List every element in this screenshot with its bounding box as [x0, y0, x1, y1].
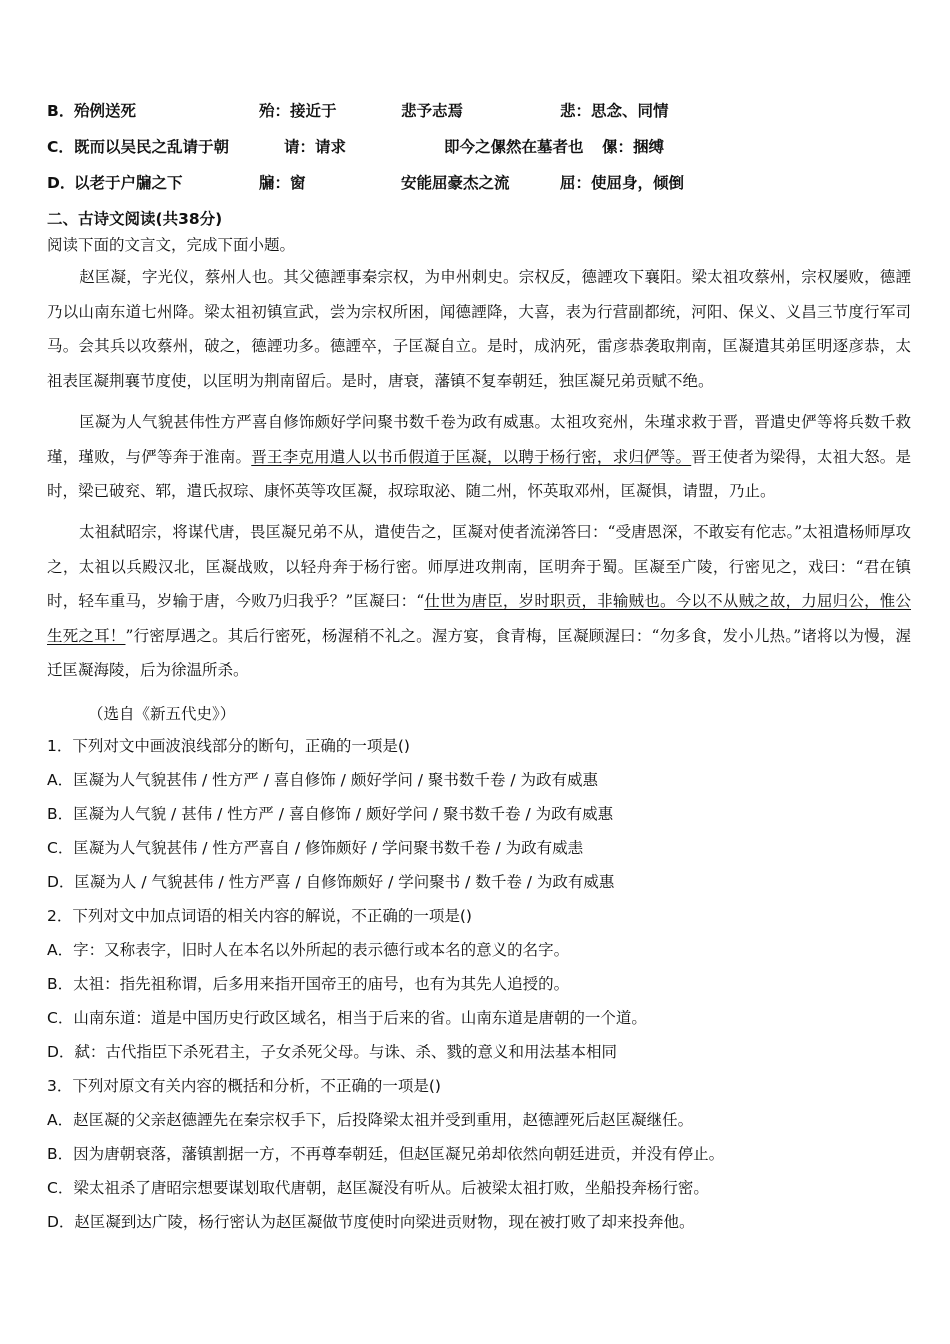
question-3-option-d: D．赵匡凝到达广陵，杨行密认为赵匡凝做节度使时向梁进贡财物，现在被打败了却来投奔他。: [47, 1213, 695, 1231]
question-3-option-a: A．赵匡凝的父亲赵德諲先在秦宗权手下，后投降梁太祖并受到重用，赵德諲死后赵匡凝继任。: [47, 1111, 694, 1129]
option-left-text: 既而以吴民之乱请于朝: [74, 138, 230, 156]
underlined-sentence: 晋王李克用遣人以书币假道于匡凝，以聘于杨行密，求归俨等。: [251, 447, 692, 466]
question-2-option-c: C．山南东道：道是中国历史行政区域名，相当于后来的省。山南东道是唐朝的一个道。: [47, 1009, 647, 1027]
question-1-option-c: C．匡凝为人气貌甚伟 / 性方严喜自 / 修饰颇好 / 学问聚书数千卷 / 为政有威恚: [47, 839, 584, 857]
option-left-text: 以老于户牖之下: [74, 174, 183, 192]
option-label: B．: [47, 102, 75, 120]
option-right-gloss: 屈：使屈身，倾倒: [560, 174, 685, 192]
passage-text: 。太祖攻兖州，朱瑾求救于晋，晋遣史俨等将兵数千救瑾，瑾败，与俨等奔于淮南。: [47, 413, 911, 466]
wavy-underlined-sentence: 匡凝为人气貌甚伟性方严喜自修饰颇好学问聚书数千卷为政有威惠: [79, 413, 535, 431]
option-right-text: 安能屈豪杰之流: [401, 174, 510, 192]
question-2-stem: 2．下列对文中加点词语的相关内容的解说，不正确的一项是(): [47, 907, 472, 925]
option-left-gloss: 请：请求: [284, 138, 347, 156]
option-right-gloss: 傫：捆缚: [602, 138, 665, 156]
question-2-option-a: A．字：又称表字，旧时人在本名以外所起的表示德行或本名的意义的名字。: [47, 941, 570, 959]
underlined-sentence: 仕世为唐臣，岁时职贡，非输贼也。今以不从贼之故，力屈归公，惟公生死之耳！: [47, 592, 911, 645]
passage-source: （选自《新五代史》）: [88, 705, 236, 723]
section-title: 二、古诗文阅读(共38分): [47, 210, 223, 228]
question-1-option-d: D．匡凝为人 / 气貌甚伟 / 性方严喜 / 自修饰颇好 / 学问聚书 / 数千卷 / 为政有威惠: [47, 873, 615, 891]
option-row-b: [47, 98, 907, 124]
question-1-option-b: B．匡凝为人气貌 / 甚伟 / 性方严 / 喜自修饰 / 颇好学问 / 聚书数千卷 / 为政有威惠: [47, 805, 614, 823]
passage-text: ”行密厚遇之。其后行密死，杨渥稍不礼之。渥方宴，食青梅，匡凝顾渥曰：“勿多食，发小儿热。”诸将以为慢，渥迁匡凝海陵，后为徐温所杀。: [47, 626, 911, 680]
option-label: C．: [47, 138, 74, 156]
option-right-text: 即今之傫然在墓者也: [444, 138, 584, 156]
question-2-option-b: B．太祖：指先祖称谓，后多用来指开国帝王的庙号，也有为其先人追授的。: [47, 975, 570, 993]
option-right-gloss: 悲：思念、同情: [560, 102, 669, 120]
option-row-c: [47, 134, 907, 160]
section-instruction: 阅读下面的文言文，完成下面小题。: [47, 236, 296, 254]
passage-paragraph-2: [47, 405, 911, 509]
passage-text: 赵匡凝，字光仪，蔡州人也。其父德諲事秦宗权，为申州刺史。宗权反，德諲攻下襄阳。梁太祖攻蔡州，宗权屡败，德諲乃以山南东道七州降。梁太祖初镇宣武，尝为宗权所困，闻德諲降，大喜，表为行营副都统，河阳、保义、义昌三节度行军司马。会其兵以攻蔡州，破之，德諲功多。德諲卒，子匡凝自立。是时，成汭死，雷彦恭袭取荆南，匡凝遣其弟匡明逐彦恭，太祖表匡凝荆襄节度使，以匡明为荆南留后。是时，唐衰，藩镇不复奉朝廷，独匡凝兄弟贡赋不绝。: [47, 268, 911, 390]
question-1-option-a: A．匡凝为人气貌甚伟 / 性方严 / 喜自修饰 / 颇好学问 / 聚书数千卷 / 为政有威惠: [47, 771, 598, 789]
question-2-option-d: D．弑：古代指臣下杀死君主，子女杀死父母。与诛、杀、戮的意义和用法基本相同: [47, 1043, 617, 1061]
option-left-gloss: 牖：窗: [259, 174, 306, 192]
passage-text: 太祖弑昭宗，将谋代唐，畏匡凝兄弟不从，遣使告之，匡凝对使者流涕答曰：“受唐恩深，不敢妄有佗志。”太祖遣杨师厚攻之，太祖以兵殿汉北，匡凝战败，以轻舟奔于杨行密。师厚进攻荆南，匡明奔于蜀。匡凝至广陵，行密见之，戏曰：“君在镇时，轻车重马，岁输于唐，今败乃归我乎？”匡凝曰：“: [47, 523, 911, 611]
option-label: D．: [47, 174, 76, 192]
option-right-text: 悲予志焉: [401, 102, 464, 120]
option-left-text: 殆例送死: [74, 102, 137, 120]
passage-text: 晋王使者为梁得，太祖大怒。是时，梁已破兖、郓，遣氏叔琮、康怀英等攻匡凝，叔琮取泌、随二州，怀英取邓州，匡凝惧，请盟，乃止。: [47, 447, 911, 501]
question-1-stem: 1．下列对文中画波浪线部分的断句，正确的一项是(): [47, 737, 410, 755]
option-left-gloss: 殆：接近于: [259, 102, 337, 120]
passage-paragraph-1: [47, 260, 911, 398]
question-3-stem: 3．下列对原文有关内容的概括和分析，不正确的一项是(): [47, 1077, 441, 1095]
option-row-d: [47, 170, 907, 196]
question-3-option-b: B．因为唐朝衰落，藩镇割据一方，不再尊奉朝廷，但赵匡凝兄弟却依然向朝廷进贡，并没有停止。: [47, 1145, 725, 1163]
passage-paragraph-3: [47, 515, 911, 688]
question-3-option-c: C．梁太祖杀了唐昭宗想要谋划取代唐朝，赵匡凝没有听从。后被梁太祖打败，坐船投奔杨行密。: [47, 1179, 709, 1197]
